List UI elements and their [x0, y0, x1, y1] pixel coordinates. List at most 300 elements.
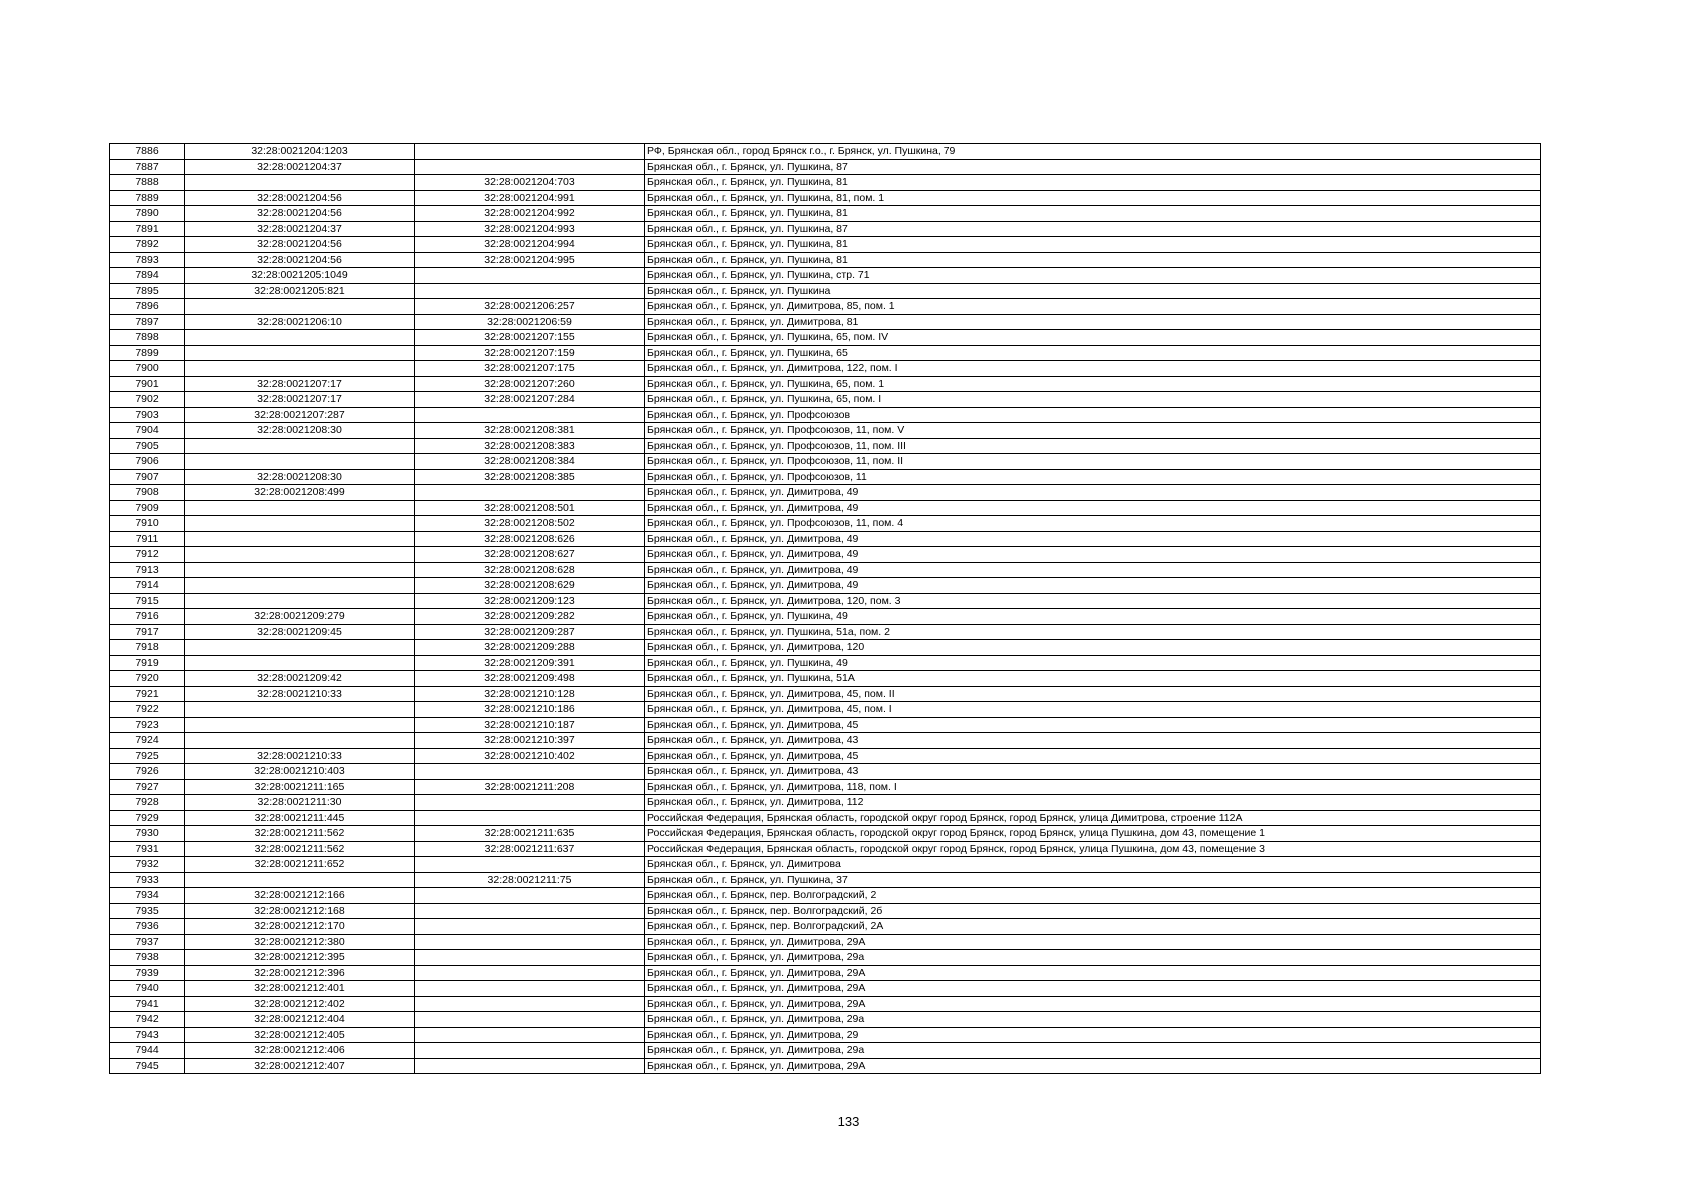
- row-number-cell: 7931: [110, 841, 185, 857]
- table-row: [110, 500, 1541, 516]
- object-number-cell: 32:28:0021204:992: [415, 206, 645, 222]
- address-cell: Брянская обл., г. Брянск, ул. Пушкина, 37: [645, 872, 1541, 888]
- table-row: [110, 314, 1541, 330]
- object-number-cell: [415, 1027, 645, 1043]
- table-row: [110, 872, 1541, 888]
- row-number-cell: 7906: [110, 454, 185, 470]
- object-number-cell: [415, 407, 645, 423]
- parcel-number-cell: [185, 454, 415, 470]
- parcel-number-cell: 32:28:0021209:45: [185, 624, 415, 640]
- row-number-cell: 7895: [110, 283, 185, 299]
- parcel-number-cell: 32:28:0021210:33: [185, 686, 415, 702]
- row-number-cell: 7929: [110, 810, 185, 826]
- address-cell: Брянская обл., г. Брянск, ул. Димитрова, 45: [645, 748, 1541, 764]
- address-cell: Брянская обл., г. Брянск, ул. Димитрова, 29А: [645, 981, 1541, 997]
- row-number-cell: 7932: [110, 857, 185, 873]
- address-cell: Брянская обл., г. Брянск, ул. Пушкина, 81: [645, 206, 1541, 222]
- table-row: [110, 159, 1541, 175]
- table-row: [110, 485, 1541, 501]
- object-number-cell: 32:28:0021208:627: [415, 547, 645, 563]
- row-number-cell: 7888: [110, 175, 185, 191]
- address-cell: Брянская обл., г. Брянск, ул. Профсоюзов, 11, пом. III: [645, 438, 1541, 454]
- table-row: [110, 609, 1541, 625]
- address-cell: Брянская обл., г. Брянск, ул. Димитрова, 29а: [645, 1043, 1541, 1059]
- object-number-cell: 32:28:0021207:284: [415, 392, 645, 408]
- table-row: [110, 702, 1541, 718]
- parcel-number-cell: [185, 640, 415, 656]
- parcel-number-cell: 32:28:0021209:279: [185, 609, 415, 625]
- object-number-cell: 32:28:0021204:995: [415, 252, 645, 268]
- address-cell: Российская Федерация, Брянская область, городской округ город Брянск, город Брянск, улица Пушкина, дом 43, помещение 3: [645, 841, 1541, 857]
- object-number-cell: 32:28:0021206:59: [415, 314, 645, 330]
- parcel-number-cell: 32:28:0021204:56: [185, 206, 415, 222]
- address-cell: Брянская обл., г. Брянск, ул. Профсоюзов, 11: [645, 469, 1541, 485]
- table-row: [110, 547, 1541, 563]
- row-number-cell: 7900: [110, 361, 185, 377]
- address-cell: Брянская обл., г. Брянск, ул. Димитрова, 49: [645, 485, 1541, 501]
- row-number-cell: 7924: [110, 733, 185, 749]
- parcel-number-cell: 32:28:0021212:407: [185, 1058, 415, 1074]
- parcel-number-cell: 32:28:0021211:652: [185, 857, 415, 873]
- row-number-cell: 7938: [110, 950, 185, 966]
- parcel-number-cell: 32:28:0021211:562: [185, 826, 415, 842]
- row-number-cell: 7898: [110, 330, 185, 346]
- parcel-number-cell: 32:28:0021212:380: [185, 934, 415, 950]
- table-row: [110, 237, 1541, 253]
- address-cell: Брянская обл., г. Брянск, ул. Пушкина, 81: [645, 252, 1541, 268]
- address-cell: Брянская обл., г. Брянск, ул. Димитрова, 45, пом. I: [645, 702, 1541, 718]
- row-number-cell: 7899: [110, 345, 185, 361]
- row-number-cell: 7927: [110, 779, 185, 795]
- address-cell: Брянская обл., г. Брянск, ул. Димитрова, 49: [645, 547, 1541, 563]
- row-number-cell: 7918: [110, 640, 185, 656]
- address-cell: Брянская обл., г. Брянск, ул. Димитрова, 49: [645, 562, 1541, 578]
- address-cell: Брянская обл., г. Брянск, ул. Димитрова, 29А: [645, 996, 1541, 1012]
- address-cell: Брянская обл., г. Брянск, ул. Пушкина, 81: [645, 237, 1541, 253]
- parcel-number-cell: 32:28:0021212:406: [185, 1043, 415, 1059]
- object-number-cell: 32:28:0021204:991: [415, 190, 645, 206]
- row-number-cell: 7930: [110, 826, 185, 842]
- object-number-cell: 32:28:0021209:123: [415, 593, 645, 609]
- row-number-cell: 7920: [110, 671, 185, 687]
- object-number-cell: 32:28:0021208:383: [415, 438, 645, 454]
- address-cell: Брянская обл., г. Брянск, ул. Пушкина, 65, пом. IV: [645, 330, 1541, 346]
- object-number-cell: [415, 1058, 645, 1074]
- row-number-cell: 7911: [110, 531, 185, 547]
- parcel-number-cell: 32:28:0021204:1203: [185, 144, 415, 160]
- table-row: [110, 826, 1541, 842]
- address-cell: Брянская обл., г. Брянск, ул. Пушкина, 81: [645, 175, 1541, 191]
- row-number-cell: 7910: [110, 516, 185, 532]
- address-cell: Брянская обл., г. Брянск, ул. Димитрова, 29А: [645, 965, 1541, 981]
- table-row: [110, 671, 1541, 687]
- parcel-number-cell: [185, 593, 415, 609]
- table-row: [110, 934, 1541, 950]
- address-cell: Брянская обл., г. Брянск, ул. Профсоюзов, 11, пом. II: [645, 454, 1541, 470]
- address-cell: Брянская обл., г. Брянск, ул. Димитрова, 43: [645, 733, 1541, 749]
- row-number-cell: 7908: [110, 485, 185, 501]
- object-number-cell: [415, 795, 645, 811]
- object-number-cell: 32:28:0021209:282: [415, 609, 645, 625]
- parcel-number-cell: 32:28:0021206:10: [185, 314, 415, 330]
- parcel-number-cell: 32:28:0021212:405: [185, 1027, 415, 1043]
- object-number-cell: [415, 810, 645, 826]
- parcel-number-cell: 32:28:0021211:445: [185, 810, 415, 826]
- address-cell: Брянская обл., г. Брянск, ул. Димитрова, 43: [645, 764, 1541, 780]
- row-number-cell: 7890: [110, 206, 185, 222]
- parcel-number-cell: 32:28:0021204:37: [185, 221, 415, 237]
- table-row: [110, 965, 1541, 981]
- row-number-cell: 7921: [110, 686, 185, 702]
- parcel-number-cell: 32:28:0021212:168: [185, 903, 415, 919]
- address-cell: Брянская обл., г. Брянск, ул. Димитрова, 45: [645, 717, 1541, 733]
- address-cell: Брянская обл., г. Брянск, ул. Пушкина, 49: [645, 609, 1541, 625]
- address-cell: Брянская обл., г. Брянск, ул. Профсоюзов, 11, пом. 4: [645, 516, 1541, 532]
- parcel-number-cell: 32:28:0021207:17: [185, 392, 415, 408]
- table-row: [110, 407, 1541, 423]
- address-cell: Брянская обл., г. Брянск, ул. Пушкина: [645, 283, 1541, 299]
- object-number-cell: [415, 996, 645, 1012]
- address-cell: Брянская обл., г. Брянск, ул. Димитрова, 120: [645, 640, 1541, 656]
- row-number-cell: 7926: [110, 764, 185, 780]
- parcel-number-cell: 32:28:0021208:30: [185, 469, 415, 485]
- parcel-number-cell: 32:28:0021207:287: [185, 407, 415, 423]
- parcel-number-cell: 32:28:0021211:165: [185, 779, 415, 795]
- address-cell: Брянская обл., г. Брянск, ул. Пушкина, 65: [645, 345, 1541, 361]
- row-number-cell: 7942: [110, 1012, 185, 1028]
- parcel-number-cell: [185, 531, 415, 547]
- table-row: [110, 841, 1541, 857]
- page-number: 133: [837, 1114, 860, 1129]
- parcel-number-cell: [185, 299, 415, 315]
- row-number-cell: 7904: [110, 423, 185, 439]
- table-row: [110, 624, 1541, 640]
- table-row: [110, 857, 1541, 873]
- row-number-cell: 7919: [110, 655, 185, 671]
- object-number-cell: 32:28:0021209:287: [415, 624, 645, 640]
- row-number-cell: 7916: [110, 609, 185, 625]
- address-cell: РФ, Брянская обл., город Брянск г.о., г. Брянск, ул. Пушкина, 79: [645, 144, 1541, 160]
- table-row: [110, 888, 1541, 904]
- table-row: [110, 330, 1541, 346]
- parcel-number-cell: [185, 175, 415, 191]
- object-number-cell: 32:28:0021207:260: [415, 376, 645, 392]
- object-number-cell: 32:28:0021208:629: [415, 578, 645, 594]
- table-row: [110, 268, 1541, 284]
- table-row: [110, 454, 1541, 470]
- object-number-cell: 32:28:0021209:391: [415, 655, 645, 671]
- table-row: [110, 748, 1541, 764]
- address-cell: Брянская обл., г. Брянск, ул. Пушкина, 51а, пом. 2: [645, 624, 1541, 640]
- address-cell: Брянская обл., г. Брянск, ул. Профсоюзов: [645, 407, 1541, 423]
- table-row: [110, 950, 1541, 966]
- row-number-cell: 7943: [110, 1027, 185, 1043]
- table-row: [110, 779, 1541, 795]
- object-number-cell: 32:28:0021208:384: [415, 454, 645, 470]
- row-number-cell: 7905: [110, 438, 185, 454]
- object-number-cell: 32:28:0021208:502: [415, 516, 645, 532]
- table-row: [110, 283, 1541, 299]
- parcel-number-cell: 32:28:0021212:402: [185, 996, 415, 1012]
- table-row: [110, 593, 1541, 609]
- table-row: [110, 919, 1541, 935]
- table-row: [110, 764, 1541, 780]
- table-row: [110, 795, 1541, 811]
- table-row: [110, 423, 1541, 439]
- table-row: [110, 686, 1541, 702]
- object-number-cell: 32:28:0021211:637: [415, 841, 645, 857]
- table-row: [110, 252, 1541, 268]
- address-cell: Брянская обл., г. Брянск, ул. Димитрова, 120, пом. 3: [645, 593, 1541, 609]
- row-number-cell: 7925: [110, 748, 185, 764]
- parcel-number-cell: 32:28:0021204:56: [185, 237, 415, 253]
- object-number-cell: 32:28:0021204:703: [415, 175, 645, 191]
- table-row: [110, 1012, 1541, 1028]
- object-number-cell: [415, 485, 645, 501]
- table-row: [110, 190, 1541, 206]
- row-number-cell: 7923: [110, 717, 185, 733]
- address-cell: Брянская обл., г. Брянск, ул. Пушкина, 49: [645, 655, 1541, 671]
- table-row: [110, 562, 1541, 578]
- parcel-number-cell: 32:28:0021205:1049: [185, 268, 415, 284]
- row-number-cell: 7928: [110, 795, 185, 811]
- row-number-cell: 7901: [110, 376, 185, 392]
- cadastral-table: [109, 143, 1541, 1074]
- object-number-cell: 32:28:0021208:385: [415, 469, 645, 485]
- row-number-cell: 7896: [110, 299, 185, 315]
- table-row: [110, 469, 1541, 485]
- address-cell: Брянская обл., г. Брянск, ул. Димитрова, 118, пом. I: [645, 779, 1541, 795]
- object-number-cell: 32:28:0021208:381: [415, 423, 645, 439]
- object-number-cell: [415, 965, 645, 981]
- object-number-cell: [415, 144, 645, 160]
- row-number-cell: 7903: [110, 407, 185, 423]
- row-number-cell: 7922: [110, 702, 185, 718]
- parcel-number-cell: [185, 655, 415, 671]
- address-cell: Брянская обл., г. Брянск, ул. Димитрова, 29а: [645, 950, 1541, 966]
- parcel-number-cell: [185, 733, 415, 749]
- row-number-cell: 7909: [110, 500, 185, 516]
- address-cell: Российская Федерация, Брянская область, городской округ город Брянск, город Брянск, улица Димитрова, строение 112А: [645, 810, 1541, 826]
- table-row: [110, 810, 1541, 826]
- table-row: [110, 144, 1541, 160]
- parcel-number-cell: [185, 547, 415, 563]
- parcel-number-cell: [185, 438, 415, 454]
- object-number-cell: [415, 1043, 645, 1059]
- table-row: [110, 438, 1541, 454]
- parcel-number-cell: 32:28:0021212:404: [185, 1012, 415, 1028]
- row-number-cell: 7894: [110, 268, 185, 284]
- row-number-cell: 7893: [110, 252, 185, 268]
- table-row: [110, 733, 1541, 749]
- object-number-cell: [415, 903, 645, 919]
- parcel-number-cell: 32:28:0021212:401: [185, 981, 415, 997]
- object-number-cell: [415, 1012, 645, 1028]
- table-row: [110, 221, 1541, 237]
- table-row: [110, 1043, 1541, 1059]
- row-number-cell: 7915: [110, 593, 185, 609]
- table-row: [110, 361, 1541, 377]
- parcel-number-cell: [185, 361, 415, 377]
- parcel-number-cell: 32:28:0021204:56: [185, 252, 415, 268]
- row-number-cell: 7936: [110, 919, 185, 935]
- address-cell: Брянская обл., г. Брянск, ул. Димитрова, 122, пом. I: [645, 361, 1541, 377]
- parcel-number-cell: [185, 702, 415, 718]
- parcel-number-cell: [185, 578, 415, 594]
- object-number-cell: 32:28:0021210:187: [415, 717, 645, 733]
- address-cell: Брянская обл., г. Брянск, ул. Димитрова, 112: [645, 795, 1541, 811]
- parcel-number-cell: [185, 717, 415, 733]
- row-number-cell: 7914: [110, 578, 185, 594]
- table-row: [110, 299, 1541, 315]
- table-row: [110, 981, 1541, 997]
- object-number-cell: [415, 857, 645, 873]
- row-number-cell: 7945: [110, 1058, 185, 1074]
- address-cell: Брянская обл., г. Брянск, ул. Димитрова, 29А: [645, 1058, 1541, 1074]
- address-cell: Брянская обл., г. Брянск, ул. Димитрова, 29А: [645, 934, 1541, 950]
- parcel-number-cell: 32:28:0021207:17: [185, 376, 415, 392]
- parcel-number-cell: [185, 330, 415, 346]
- object-number-cell: 32:28:0021206:257: [415, 299, 645, 315]
- parcel-number-cell: 32:28:0021212:166: [185, 888, 415, 904]
- parcel-number-cell: 32:28:0021204:56: [185, 190, 415, 206]
- table-row: [110, 640, 1541, 656]
- row-number-cell: 7897: [110, 314, 185, 330]
- parcel-number-cell: 32:28:0021212:170: [185, 919, 415, 935]
- row-number-cell: 7902: [110, 392, 185, 408]
- parcel-number-cell: 32:28:0021212:396: [185, 965, 415, 981]
- object-number-cell: [415, 268, 645, 284]
- table-row: [110, 578, 1541, 594]
- object-number-cell: 32:28:0021210:186: [415, 702, 645, 718]
- address-cell: Брянская обл., г. Брянск, ул. Димитрова, 29а: [645, 1012, 1541, 1028]
- object-number-cell: 32:28:0021208:628: [415, 562, 645, 578]
- address-cell: Российская Федерация, Брянская область, городской округ город Брянск, город Брянск, улица Пушкина, дом 43, помещение 1: [645, 826, 1541, 842]
- parcel-number-cell: [185, 345, 415, 361]
- address-cell: Брянская обл., г. Брянск, ул. Димитрова, 49: [645, 578, 1541, 594]
- parcel-number-cell: 32:28:0021210:33: [185, 748, 415, 764]
- address-cell: Брянская обл., г. Брянск, ул. Димитрова, 49: [645, 531, 1541, 547]
- object-number-cell: 32:28:0021209:288: [415, 640, 645, 656]
- address-cell: Брянская обл., г. Брянск, ул. Димитрова: [645, 857, 1541, 873]
- table-row: [110, 376, 1541, 392]
- table-row: [110, 175, 1541, 191]
- object-number-cell: [415, 888, 645, 904]
- object-number-cell: [415, 934, 645, 950]
- address-cell: Брянская обл., г. Брянск, ул. Димитрова, 85, пом. 1: [645, 299, 1541, 315]
- object-number-cell: 32:28:0021208:501: [415, 500, 645, 516]
- address-cell: Брянская обл., г. Брянск, ул. Пушкина, стр. 71: [645, 268, 1541, 284]
- parcel-number-cell: 32:28:0021211:30: [185, 795, 415, 811]
- object-number-cell: [415, 981, 645, 997]
- parcel-number-cell: 32:28:0021208:499: [185, 485, 415, 501]
- address-cell: Брянская обл., г. Брянск, пер. Волгоградский, 2б: [645, 903, 1541, 919]
- object-number-cell: 32:28:0021204:993: [415, 221, 645, 237]
- row-number-cell: 7940: [110, 981, 185, 997]
- row-number-cell: 7913: [110, 562, 185, 578]
- row-number-cell: 7887: [110, 159, 185, 175]
- object-number-cell: 32:28:0021208:626: [415, 531, 645, 547]
- table-row: [110, 516, 1541, 532]
- object-number-cell: [415, 283, 645, 299]
- table-row: [110, 345, 1541, 361]
- address-cell: Брянская обл., г. Брянск, ул. Профсоюзов, 11, пом. V: [645, 423, 1541, 439]
- table-row: [110, 903, 1541, 919]
- address-cell: Брянская обл., г. Брянск, ул. Пушкина, 81, пом. 1: [645, 190, 1541, 206]
- address-cell: Брянская обл., г. Брянск, ул. Димитрова, 29: [645, 1027, 1541, 1043]
- parcel-number-cell: [185, 562, 415, 578]
- row-number-cell: 7889: [110, 190, 185, 206]
- table-row: [110, 1058, 1541, 1074]
- address-cell: Брянская обл., г. Брянск, ул. Димитрова, 49: [645, 500, 1541, 516]
- object-number-cell: [415, 764, 645, 780]
- address-cell: Брянская обл., г. Брянск, ул. Димитрова, 45, пом. II: [645, 686, 1541, 702]
- parcel-number-cell: 32:28:0021209:42: [185, 671, 415, 687]
- object-number-cell: [415, 919, 645, 935]
- object-number-cell: 32:28:0021209:498: [415, 671, 645, 687]
- address-cell: Брянская обл., г. Брянск, ул. Пушкина, 87: [645, 159, 1541, 175]
- object-number-cell: 32:28:0021210:397: [415, 733, 645, 749]
- address-cell: Брянская обл., г. Брянск, пер. Волгоградский, 2: [645, 888, 1541, 904]
- parcel-number-cell: 32:28:0021208:30: [185, 423, 415, 439]
- object-number-cell: [415, 950, 645, 966]
- parcel-number-cell: 32:28:0021212:395: [185, 950, 415, 966]
- table-body: [110, 144, 1541, 1074]
- table-row: [110, 717, 1541, 733]
- row-number-cell: 7934: [110, 888, 185, 904]
- table-row: [110, 531, 1541, 547]
- address-cell: Брянская обл., г. Брянск, ул. Пушкина, 65, пом. I: [645, 392, 1541, 408]
- table-row: [110, 655, 1541, 671]
- object-number-cell: 32:28:0021211:208: [415, 779, 645, 795]
- table-row: [110, 996, 1541, 1012]
- row-number-cell: 7907: [110, 469, 185, 485]
- row-number-cell: 7935: [110, 903, 185, 919]
- row-number-cell: 7892: [110, 237, 185, 253]
- object-number-cell: 32:28:0021204:994: [415, 237, 645, 253]
- parcel-number-cell: 32:28:0021211:562: [185, 841, 415, 857]
- table-row: [110, 1027, 1541, 1043]
- object-number-cell: 32:28:0021211:635: [415, 826, 645, 842]
- row-number-cell: 7941: [110, 996, 185, 1012]
- object-number-cell: 32:28:0021207:175: [415, 361, 645, 377]
- row-number-cell: 7944: [110, 1043, 185, 1059]
- parcel-number-cell: 32:28:0021205:821: [185, 283, 415, 299]
- address-cell: Брянская обл., г. Брянск, ул. Пушкина, 87: [645, 221, 1541, 237]
- parcel-number-cell: [185, 500, 415, 516]
- address-cell: Брянская обл., г. Брянск, пер. Волгоградский, 2А: [645, 919, 1541, 935]
- parcel-number-cell: 32:28:0021204:37: [185, 159, 415, 175]
- row-number-cell: 7939: [110, 965, 185, 981]
- object-number-cell: 32:28:0021211:75: [415, 872, 645, 888]
- row-number-cell: 7891: [110, 221, 185, 237]
- object-number-cell: 32:28:0021207:155: [415, 330, 645, 346]
- parcel-number-cell: [185, 872, 415, 888]
- row-number-cell: 7933: [110, 872, 185, 888]
- row-number-cell: 7917: [110, 624, 185, 640]
- object-number-cell: 32:28:0021210:402: [415, 748, 645, 764]
- row-number-cell: 7937: [110, 934, 185, 950]
- table-row: [110, 392, 1541, 408]
- object-number-cell: 32:28:0021207:159: [415, 345, 645, 361]
- address-cell: Брянская обл., г. Брянск, ул. Пушкина, 65, пом. 1: [645, 376, 1541, 392]
- address-cell: Брянская обл., г. Брянск, ул. Пушкина, 51А: [645, 671, 1541, 687]
- parcel-number-cell: 32:28:0021210:403: [185, 764, 415, 780]
- object-number-cell: [415, 159, 645, 175]
- table-row: [110, 206, 1541, 222]
- parcel-number-cell: [185, 516, 415, 532]
- row-number-cell: 7886: [110, 144, 185, 160]
